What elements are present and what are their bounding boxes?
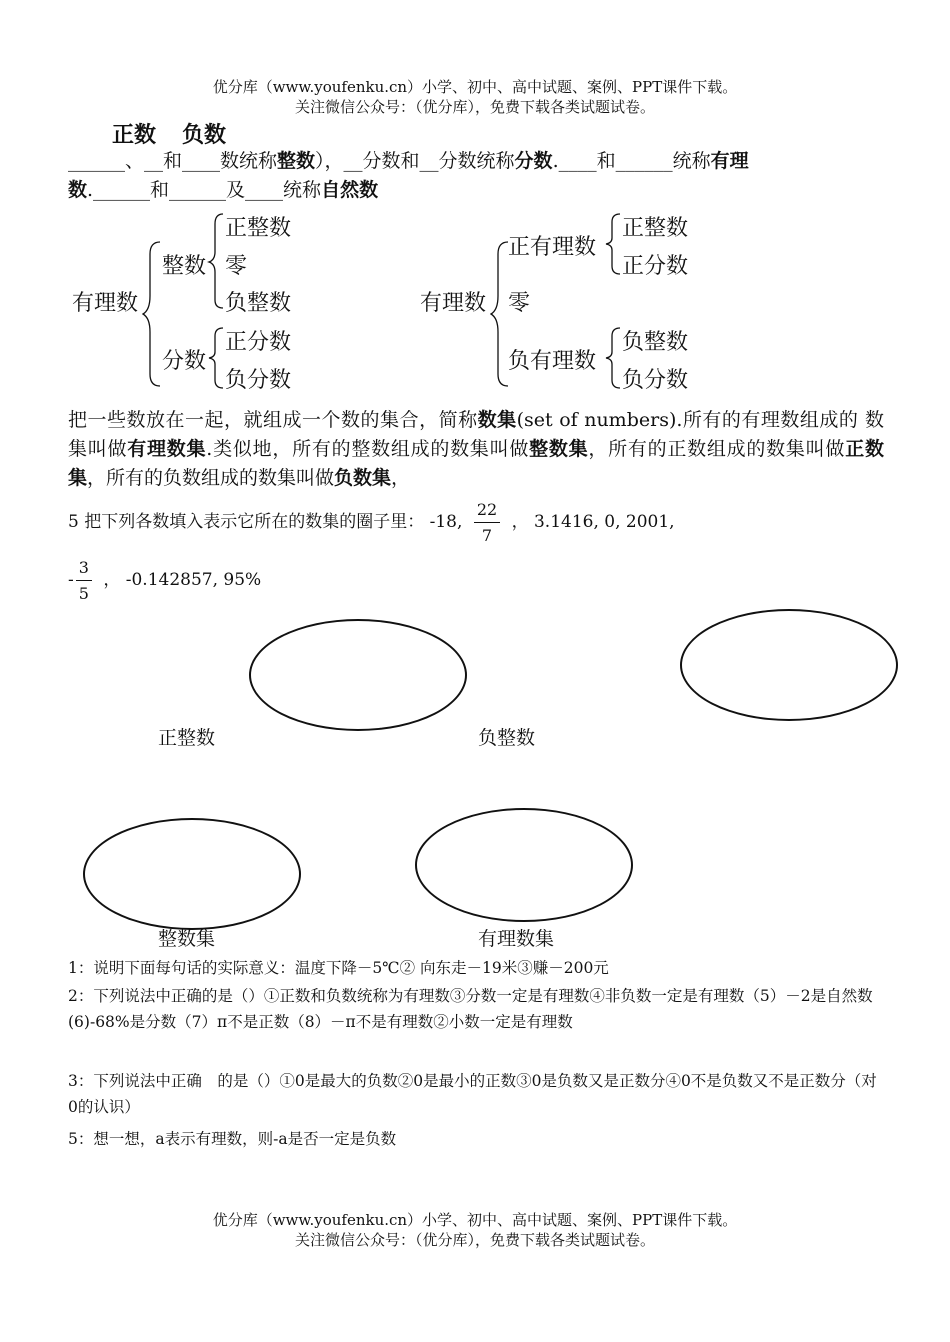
header-line-2: 关注微信公众号：（优分库），免费下载各类试题试卷。 (294, 98, 655, 116)
sets-term-positive-set: 正数集 (68, 438, 884, 489)
tree2-pos-rational: 正有理数 (508, 235, 597, 260)
tree1-root: 有理数 (72, 291, 139, 316)
header-line-1: 优分库（www.youfenku.cn）小学、初中、高中试题、案例、PPT课件下载。 (212, 78, 738, 96)
sets-text: ，所有的负数组成的数集叫做 (87, 467, 335, 489)
tree2-root: 有理数 (420, 291, 487, 316)
intro-text: .______和______及____统称 (87, 179, 322, 201)
label-integer-set: 整数集 (158, 928, 216, 950)
title-negative: 负数 (182, 122, 227, 148)
title-positive: 正数 (112, 122, 157, 148)
problem-5-tail: ， -0.142857, 95% (103, 570, 262, 590)
circle-rational-set[interactable] (415, 808, 633, 922)
intro-term-integer: 整数 (277, 150, 316, 172)
tree2-brace-root (490, 240, 512, 390)
question-2: 2：下列说法中正确的是（）①正数和负数统称为有理数③分数一定是有理数④非负数一定是有理数（5）－2是自然数(6)-68%是分数（7）π不是正数（8）－π不是有理数②小数一定是有理数 (68, 987, 873, 1031)
tree2-pos-int: 正整数 (622, 216, 689, 241)
circle-integer-set[interactable] (83, 818, 301, 930)
page-title (112, 118, 252, 149)
circle-negative-integers[interactable] (680, 609, 898, 721)
minus-sign: - (68, 570, 74, 590)
tree2-pos-frac: 正分数 (622, 254, 689, 279)
sets-text: ， (391, 467, 411, 489)
sets-term-number-set: 数集 (477, 409, 517, 431)
tree1-neg-int: 负整数 (225, 291, 292, 316)
tree2-brace-negative (604, 326, 624, 390)
problem-5-line-2 (68, 555, 261, 605)
tree2-neg-frac: 负分数 (622, 368, 689, 393)
intro-term-rational: 有理 (710, 150, 749, 172)
footer-line-2: 关注微信公众号：（优分库），免费下载各类试题试卷。 (294, 1231, 655, 1249)
problem-5-mid: ， 3.1416, 0, 2001, (511, 512, 675, 532)
intro-term-natural: 自然数 (321, 179, 379, 201)
tree2-neg-rational: 负有理数 (508, 349, 597, 374)
question-3: 3：下列说法中正确 的是（）①0是最大的负数②0是最小的正数③0是负数又是正数分④0不是负数又不是正数分（对0的认识） (68, 1072, 877, 1116)
problem-5-lead: 5 把下列各数填入表示它所在的数集的圈子里： -18, (68, 512, 463, 532)
fraction-numerator: 22 (474, 501, 500, 523)
tree1-integer: 整数 (162, 254, 207, 279)
fraction-denominator: 5 (78, 583, 89, 603)
sets-term-integer-set: 整数集 (529, 438, 589, 460)
tree2-zero: 零 (508, 291, 531, 316)
sets-paragraph (68, 406, 884, 493)
fraction-denominator: 7 (481, 525, 493, 545)
question-1: 1：说明下面每句话的实际意义：温度下降－5℃② 向东走－19米③赚－200元 (68, 959, 609, 977)
fraction-numerator: 3 (76, 559, 92, 581)
sets-term-negative-set: 负数集 (334, 467, 392, 489)
tree2-neg-int: 负整数 (622, 330, 689, 355)
intro-line-1 (68, 147, 884, 176)
intro-text: ______、__和____数统称 (68, 150, 278, 172)
fraction-3-5 (76, 559, 92, 603)
tree1-zero: 零 (225, 254, 248, 279)
label-negative-integers: 负整数 (478, 727, 536, 749)
sets-text: .类似地，所有的整数组成的数集叫做 (206, 438, 530, 460)
intro-term-rational-end: 数 (68, 179, 88, 201)
tree1-pos-int: 正整数 (225, 216, 292, 241)
question-5: 5：想一想，a表示有理数，则-a是否一定是负数 (68, 1130, 397, 1148)
sets-text: 把一些数放在一起，就组成一个数的集合，简称 (68, 409, 478, 431)
intro-term-fraction: 分数 (514, 150, 553, 172)
tree1-brace-root (142, 240, 164, 390)
fraction-22-7 (474, 501, 500, 545)
tree1-brace-fraction (207, 326, 227, 390)
sets-text: ，所有的正数组成的数集叫做 (588, 438, 846, 460)
problem-5-line-1 (68, 497, 675, 547)
label-positive-integers: 正整数 (158, 727, 216, 749)
intro-text: ），__分数和__分数统称 (315, 150, 515, 172)
circle-positive-integers[interactable] (249, 619, 467, 731)
sets-term-rational-set: 有理数集 (127, 438, 207, 460)
intro-text: .____和______统称 (552, 150, 711, 172)
tree1-neg-frac: 负分数 (225, 368, 292, 393)
intro-line-2 (68, 176, 884, 205)
label-rational-set: 有理数集 (478, 928, 555, 950)
footer-line-1: 优分库（www.youfenku.cn）小学、初中、高中试题、案例、PPT课件下载。 (212, 1211, 738, 1229)
tree1-pos-frac: 正分数 (225, 330, 292, 355)
tree2-brace-positive (604, 212, 624, 276)
tree1-fraction: 分数 (162, 349, 207, 374)
tree1-brace-integer (207, 212, 227, 312)
sets-text: (set of numbers).所有的有理数组成的 数集叫做 (68, 409, 884, 460)
